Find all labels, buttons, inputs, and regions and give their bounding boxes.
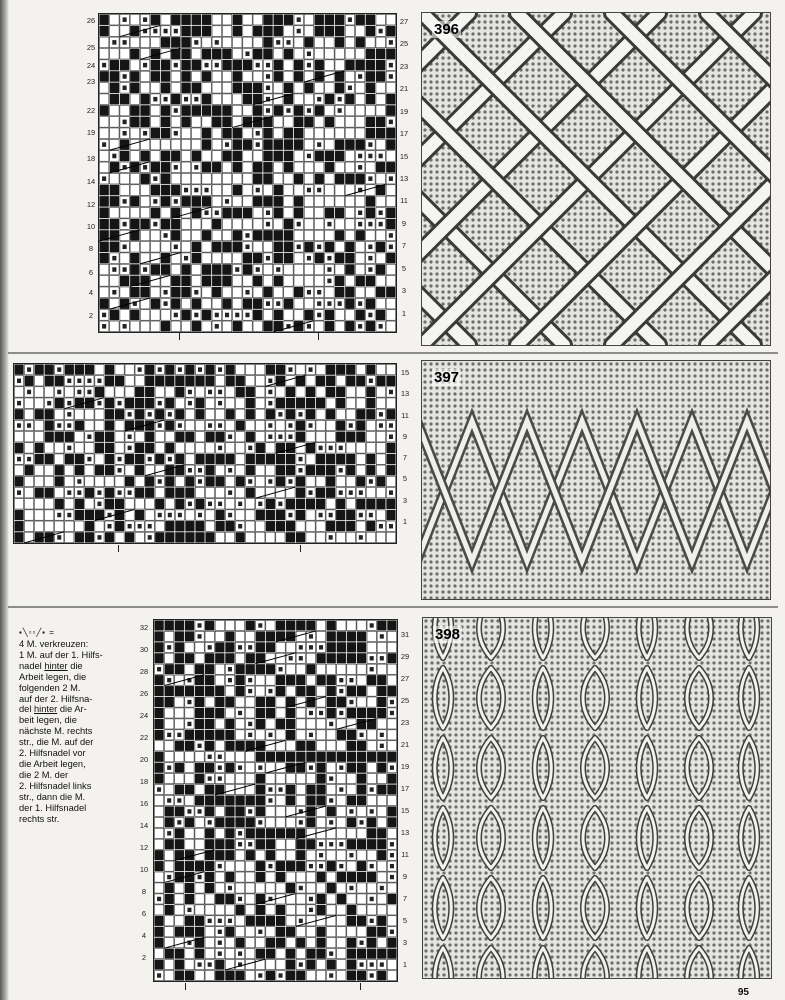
row-number: 12: [86, 200, 96, 209]
row-number: 25: [399, 39, 409, 49]
row-number: 32: [139, 623, 149, 632]
legend-line: die 2 M. der: [19, 769, 69, 780]
row-number: 13: [400, 389, 410, 399]
row-number: 23: [400, 718, 410, 727]
legend-line: str., dann die M.: [19, 791, 86, 802]
row-number: 7: [402, 453, 408, 462]
legend-line: Arbeit legen, die: [19, 671, 87, 682]
photo-396-diamond-lattice: [421, 12, 771, 346]
legend-symbol: ▪╲▫▫╱▪ =: [19, 628, 55, 637]
row-number: 16: [139, 799, 149, 808]
row-number: 3: [402, 495, 408, 505]
row-number: 1: [402, 516, 408, 526]
legend-line: nadel hinter die: [19, 660, 83, 671]
row-number: 9: [402, 872, 408, 881]
row-number: 5: [402, 916, 408, 925]
pattern-number-label: 398: [435, 626, 461, 643]
row-number: 1: [401, 308, 407, 318]
legend-line: 2. Hilfsnadel vor: [19, 748, 86, 759]
row-number: 19: [399, 106, 409, 116]
row-number: 25: [400, 696, 410, 705]
row-number: 3: [401, 286, 407, 296]
repeat-marker: [179, 333, 180, 340]
repeat-marker: [360, 983, 361, 990]
row-number: 24: [139, 711, 149, 720]
row-number: 9: [401, 218, 407, 228]
row-number: 15: [400, 806, 410, 815]
section-divider: [8, 606, 778, 608]
row-number: 28: [139, 667, 149, 676]
row-number: 1: [402, 960, 408, 969]
row-number: 12: [139, 843, 149, 852]
row-number: 9: [402, 431, 408, 441]
repeat-marker: [118, 545, 119, 552]
row-number: 20: [139, 755, 149, 764]
repeat-marker: [300, 545, 301, 552]
row-number: 30: [139, 645, 149, 654]
row-number: 3: [402, 938, 408, 947]
row-number: 18: [86, 154, 96, 163]
row-number: 15: [399, 151, 409, 161]
photo-398-vertical-cables: [422, 617, 772, 979]
row-number: 19: [400, 762, 410, 771]
row-number: 8: [141, 887, 147, 896]
legend-line: folgenden 2 M.: [19, 682, 81, 693]
row-number: 14: [139, 821, 149, 830]
legend-line: die Arbeit legen,: [19, 758, 86, 769]
row-number: 2: [88, 311, 94, 320]
legend-line: der 1. Hilfsnadel: [19, 802, 87, 813]
row-number: 5: [401, 263, 407, 273]
legend-line: 4 M. verkreuzen:: [19, 639, 89, 649]
row-number: 21: [400, 740, 410, 749]
chart-398-grid: [153, 619, 398, 982]
row-number: 11: [401, 850, 409, 859]
legend-line: nächste M. rechts: [19, 726, 93, 737]
row-number: 7: [402, 894, 408, 903]
row-number: 29: [400, 652, 410, 661]
row-number: 23: [86, 77, 96, 86]
row-number: 22: [139, 733, 149, 742]
chart-396-grid: [98, 13, 397, 333]
legend-line: beit legen, die: [19, 715, 77, 726]
row-number: 27: [400, 674, 410, 683]
legend-line: rechts str.: [19, 813, 60, 824]
pattern-number-label: 396: [434, 21, 460, 38]
row-number: 14: [86, 177, 96, 186]
row-number: 6: [141, 909, 147, 918]
row-number: 15: [400, 368, 410, 377]
row-number: 24: [86, 61, 96, 70]
repeat-marker: [185, 983, 186, 990]
row-number: 13: [399, 174, 409, 183]
row-number: 2: [141, 953, 147, 962]
row-number: 23: [399, 61, 409, 71]
pattern-number-label: 397: [434, 369, 460, 386]
row-number: 11: [401, 410, 409, 420]
row-number: 5: [402, 474, 408, 484]
row-number: 10: [139, 865, 149, 874]
row-number: 26: [139, 689, 149, 698]
row-number: 6: [88, 268, 94, 277]
row-number: 25: [86, 43, 96, 52]
legend-line: str., die M. auf der: [19, 737, 94, 748]
row-number: 13: [400, 828, 410, 837]
row-number: 31: [400, 630, 410, 639]
cable-legend: [19, 628, 131, 824]
row-number: 10: [86, 222, 96, 231]
legend-line: del hinter die Ar-: [19, 704, 87, 715]
row-number: 11: [400, 196, 408, 206]
row-number: 19: [86, 128, 96, 137]
page-number: 95: [737, 987, 749, 998]
row-number: 8: [88, 244, 94, 253]
legend-line: auf der 2. Hilfsna-: [19, 693, 93, 704]
scan-edge: [0, 0, 9, 1000]
row-number: 4: [141, 931, 147, 940]
repeat-marker: [318, 333, 319, 340]
row-number: 7: [401, 241, 407, 251]
photo-397-zigzag-cables: [421, 360, 771, 600]
row-number: 17: [400, 784, 410, 793]
row-number: 21: [399, 84, 409, 94]
row-number: 18: [139, 777, 149, 786]
row-number: 22: [86, 106, 96, 115]
chart-397-grid: [13, 363, 397, 544]
legend-line: 2. Hilfsnadel links: [19, 780, 92, 791]
row-number: 17: [399, 129, 409, 139]
legend-line: 1 M. auf der 1. Hilfs-: [19, 649, 103, 660]
row-number: 4: [88, 288, 94, 297]
row-number: 27: [399, 17, 409, 26]
section-divider: [8, 352, 778, 354]
row-number: 26: [86, 16, 96, 25]
